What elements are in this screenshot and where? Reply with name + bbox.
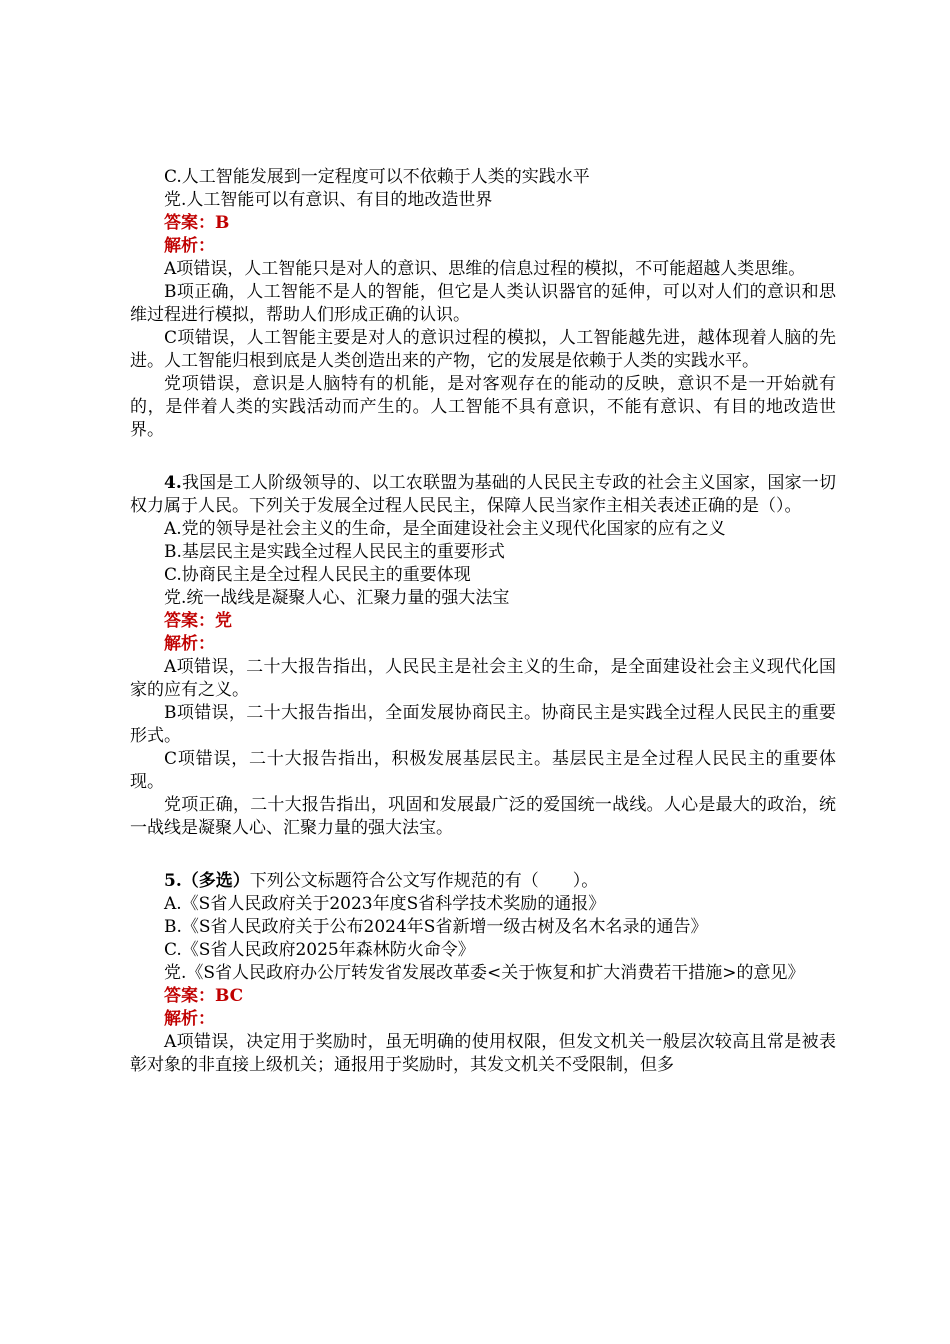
q4-stem-text: 我国是工人阶级领导的、以工农联盟为基础的人民民主专政的社会主义国家，国家一切权力属于人民。下列关于发展全过程人民民主，保障人民当家作主相关表述正确的是（）。 [130, 473, 836, 516]
q4-option-b: B.基层民主是实践全过程人民民主的重要形式 [164, 542, 505, 562]
q5-option-a: A.《S省人民政府关于2023年度S省科学技术奖励的通报》 [164, 894, 606, 914]
q5-option-d: 党.《S省人民政府办公厅转发省发展改革委<关于恢复和扩大消费若干措施>的意见》 [164, 963, 805, 983]
q4-analysis-d: 党项正确，二十大报告指出，巩固和发展最广泛的爱国统一战线。人心是最大的政治，统一战线是凝聚人心、汇聚力量的强大法宝。 [130, 795, 836, 838]
q3-option-c: C.人工智能发展到一定程度可以不依赖于人类的实践水平 [164, 167, 590, 187]
q3-analysis-c: C项错误，人工智能主要是对人的意识过程的模拟，人工智能越先进，越体现着人脑的先进。人工智能归根到底是人类创造出来的产物，它的发展是依赖于人类的实践水平。 [130, 328, 836, 371]
section-spacer [130, 442, 836, 472]
q5-stem-text: 下列公文标题符合公文写作规范的有（ ）。 [249, 871, 599, 891]
q5-analysis-a: A项错误，决定用于奖励时，虽无明确的使用权限，但发文机关一般层次较高且常是被表彰对象的非直接上级机关；通报用于奖励时，其发文机关不受限制，但多 [130, 1032, 836, 1075]
q4-option-c: C.协商民主是全过程人民民主的重要体现 [164, 565, 471, 585]
q3-analysis-label: 解析： [164, 236, 215, 256]
q4-analysis-label: 解析： [164, 634, 215, 654]
q3-analysis-a: A项错误，人工智能只是对人的意识、思维的信息过程的模拟，不可能超越人类思维。 [164, 259, 806, 279]
q3-analysis-d: 党项错误，意识是人脑特有的机能，是对客观存在的能动的反映，意识不是一开始就有的，是伴着人类的实践活动而产生的。人工智能不具有意识，不能有意识、有目的地改造世界。 [130, 374, 836, 440]
q5-number: 5.（多选） [164, 871, 250, 891]
q3-analysis-b: B项正确，人工智能不是人的智能，但它是人类认识器官的延伸，可以对人们的意识和思维过程进行模拟，帮助人们形成正确的认识。 [130, 282, 836, 325]
q4-analysis-c: C项错误，二十大报告指出，积极发展基层民主。基层民主是全过程人民民主的重要体现。 [130, 749, 836, 792]
q5-analysis-label: 解析： [164, 1009, 215, 1029]
q3-answer: 答案：B [164, 213, 230, 233]
section-spacer [130, 840, 836, 870]
q4-stem [130, 472, 836, 518]
document-page [130, 166, 836, 1077]
q5-stem [130, 870, 836, 893]
q4-option-d: 党.统一战线是凝聚人心、汇聚力量的强大法宝 [164, 588, 510, 608]
q4-analysis-a: A项错误，二十大报告指出，人民民主是社会主义的生命，是全面建设社会主义现代化国家的应有之义。 [130, 657, 836, 700]
q5-answer: 答案：BC [164, 986, 244, 1006]
q5-option-b: B.《S省人民政府关于公布2024年S省新增一级古树及名木名录的通告》 [164, 917, 708, 937]
q4-answer: 答案：党 [164, 611, 232, 631]
q4-analysis-b: B项错误，二十大报告指出，全面发展协商民主。协商民主是实践全过程人民民主的重要形式。 [130, 703, 836, 746]
q5-option-c: C.《S省人民政府2025年森林防火命令》 [164, 940, 475, 960]
q4-number: 4. [164, 473, 182, 493]
q3-option-d: 党.人工智能可以有意识、有目的地改造世界 [164, 190, 493, 210]
q4-option-a: A.党的领导是社会主义的生命，是全面建设社会主义现代化国家的应有之义 [164, 519, 726, 539]
